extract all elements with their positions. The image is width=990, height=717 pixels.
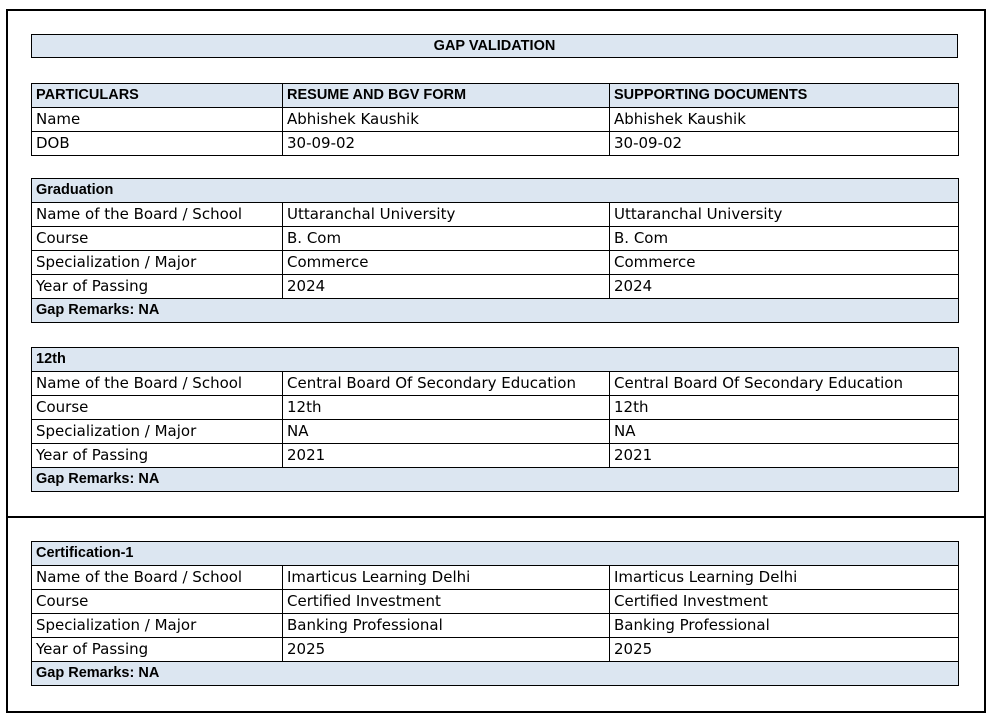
row-label: Course xyxy=(32,227,283,251)
header-resume-bgv: RESUME AND BGV FORM xyxy=(283,84,610,108)
table-row xyxy=(32,638,959,662)
row-label: Course xyxy=(32,396,283,420)
table-row xyxy=(32,203,959,227)
docs-value: 12th xyxy=(610,396,959,420)
docs-value: 30-09-02 xyxy=(610,132,959,156)
row-label: Name xyxy=(32,108,283,132)
gap-remarks: Gap Remarks: NA xyxy=(32,662,959,686)
row-label: Specialization / Major xyxy=(32,420,283,444)
docs-value: 2021 xyxy=(610,444,959,468)
row-label: Course xyxy=(32,590,283,614)
gap-remarks: Gap Remarks: NA xyxy=(32,299,959,323)
table-row xyxy=(32,108,959,132)
table-row xyxy=(32,614,959,638)
resume-value: NA xyxy=(283,420,610,444)
row-label: Year of Passing xyxy=(32,275,283,299)
table-row xyxy=(32,566,959,590)
table-row xyxy=(32,372,959,396)
resume-value: 2024 xyxy=(283,275,610,299)
header-supporting-docs: SUPPORTING DOCUMENTS xyxy=(610,84,959,108)
docs-value: Certified Investment xyxy=(610,590,959,614)
docs-value: Uttaranchal University xyxy=(610,203,959,227)
docs-value: Abhishek Kaushik xyxy=(610,108,959,132)
resume-value: Banking Professional xyxy=(283,614,610,638)
resume-value: Commerce xyxy=(283,251,610,275)
header-particulars: PARTICULARS xyxy=(32,84,283,108)
resume-value: 12th xyxy=(283,396,610,420)
section-title: Graduation xyxy=(32,179,959,203)
docs-value: Central Board Of Secondary Education xyxy=(610,372,959,396)
row-label: Year of Passing xyxy=(32,444,283,468)
certification-table xyxy=(31,541,959,686)
table-row xyxy=(32,251,959,275)
resume-value: Certified Investment xyxy=(283,590,610,614)
row-label: Name of the Board / School xyxy=(32,203,283,227)
table-row xyxy=(32,444,959,468)
row-label: Name of the Board / School xyxy=(32,372,283,396)
header-row xyxy=(32,84,959,108)
table-row xyxy=(32,396,959,420)
resume-value: B. Com xyxy=(283,227,610,251)
docs-value: 2024 xyxy=(610,275,959,299)
docs-value: Imarticus Learning Delhi xyxy=(610,566,959,590)
table-row xyxy=(32,420,959,444)
personal-info-table xyxy=(31,83,959,156)
row-label: DOB xyxy=(32,132,283,156)
resume-value: 2025 xyxy=(283,638,610,662)
row-label: Year of Passing xyxy=(32,638,283,662)
gap-remarks: Gap Remarks: NA xyxy=(32,468,959,492)
docs-value: B. Com xyxy=(610,227,959,251)
table-row xyxy=(32,227,959,251)
resume-value: Central Board Of Secondary Education xyxy=(283,372,610,396)
twelfth-table xyxy=(31,347,959,492)
resume-value: Imarticus Learning Delhi xyxy=(283,566,610,590)
docs-value: Banking Professional xyxy=(610,614,959,638)
table-row xyxy=(32,132,959,156)
docs-value: 2025 xyxy=(610,638,959,662)
row-label: Specialization / Major xyxy=(32,251,283,275)
row-label: Name of the Board / School xyxy=(32,566,283,590)
graduation-table xyxy=(31,178,959,323)
docs-value: Commerce xyxy=(610,251,959,275)
resume-value: Uttaranchal University xyxy=(283,203,610,227)
table-row xyxy=(32,590,959,614)
resume-value: 30-09-02 xyxy=(283,132,610,156)
resume-value: 2021 xyxy=(283,444,610,468)
resume-value: Abhishek Kaushik xyxy=(283,108,610,132)
section-title: 12th xyxy=(32,348,959,372)
page-title: GAP VALIDATION xyxy=(31,34,958,58)
table-row xyxy=(32,275,959,299)
section-title: Certification-1 xyxy=(32,542,959,566)
row-label: Specialization / Major xyxy=(32,614,283,638)
docs-value: NA xyxy=(610,420,959,444)
